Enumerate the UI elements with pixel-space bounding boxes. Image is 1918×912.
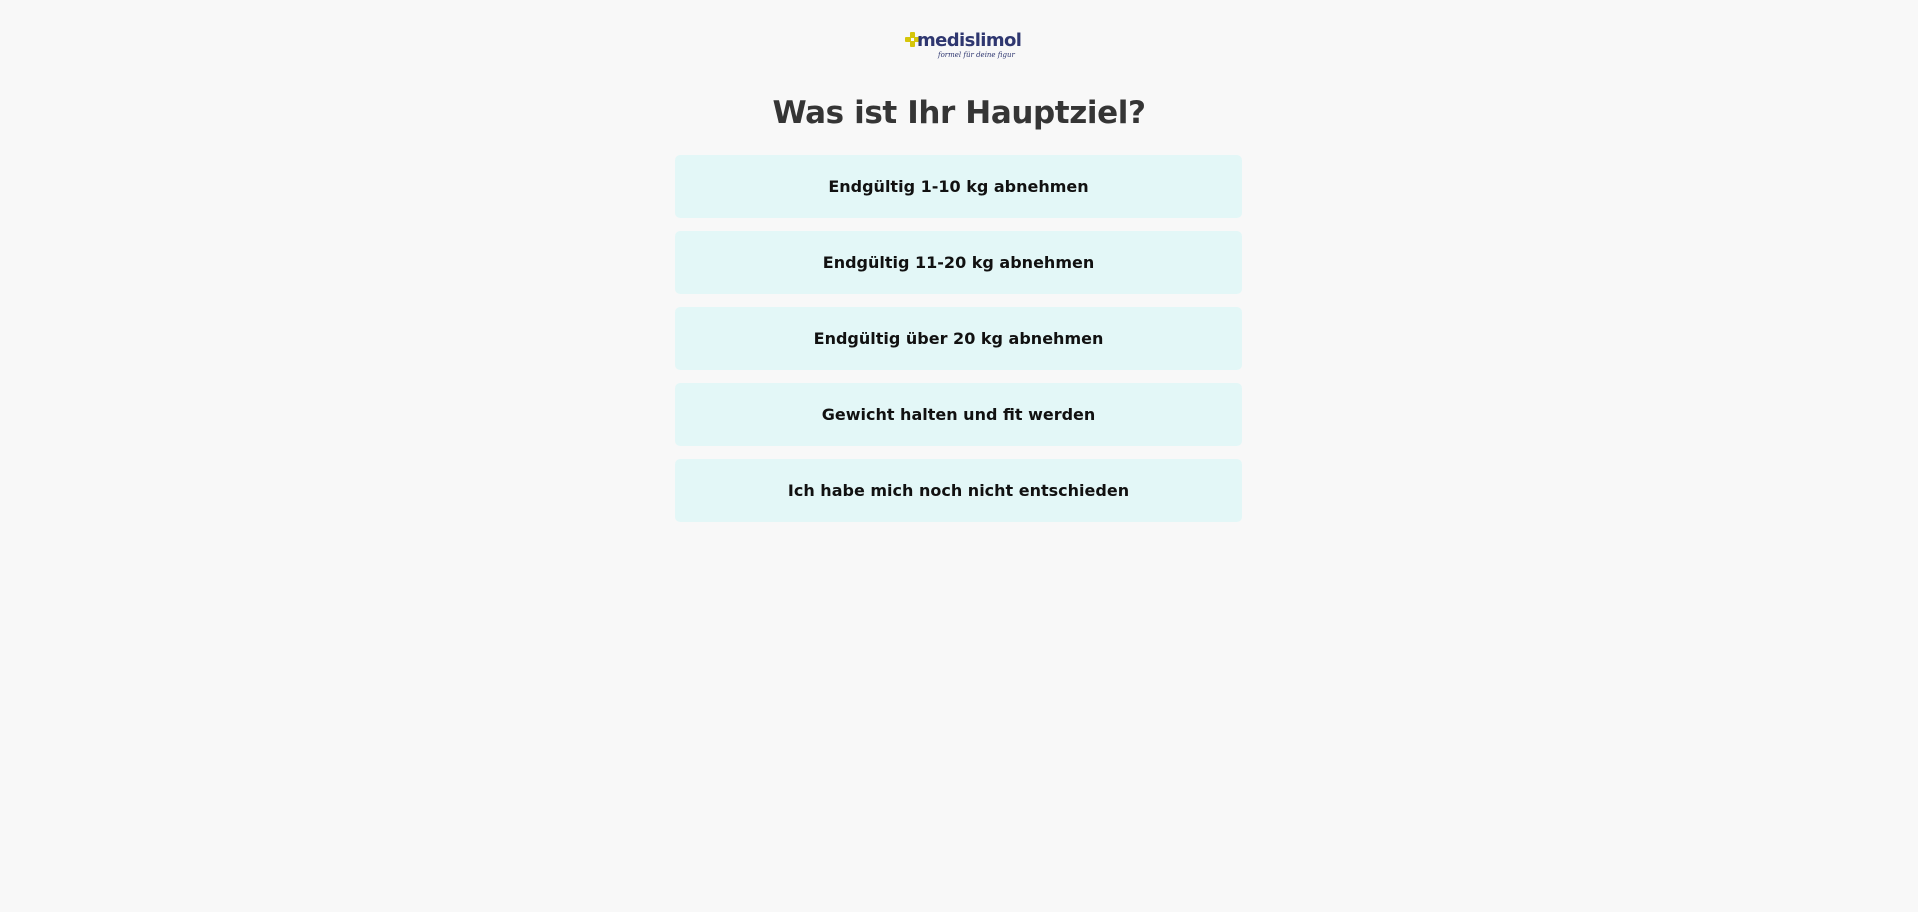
answer-options bbox=[675, 155, 1242, 535]
option-button[interactable]: Gewicht halten und fit werden bbox=[675, 383, 1242, 446]
brand-logo bbox=[902, 27, 1022, 63]
brand-tagline: formel für deine figur bbox=[938, 51, 1015, 59]
option-button[interactable]: Endgültig 11-20 kg abnehmen bbox=[675, 231, 1242, 294]
question-title: Was ist Ihr Hauptziel? bbox=[772, 95, 1146, 131]
option-button[interactable]: Ich habe mich noch nicht entschieden bbox=[675, 459, 1242, 522]
option-button[interactable]: Endgültig 1-10 kg abnehmen bbox=[675, 155, 1242, 218]
option-button[interactable]: Endgültig über 20 kg abnehmen bbox=[675, 307, 1242, 370]
brand-name: medislimol bbox=[917, 30, 1022, 51]
